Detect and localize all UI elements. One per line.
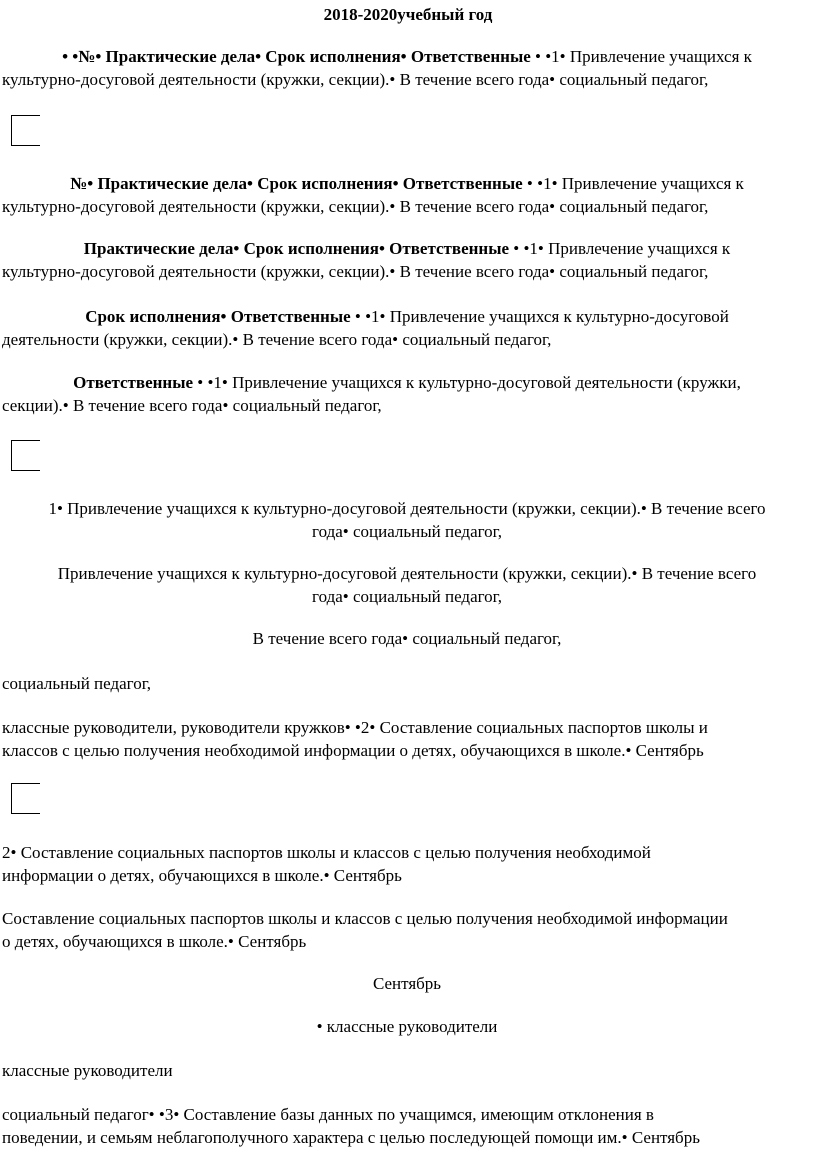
paragraph-1 bbox=[2, 45, 812, 91]
text-line: года• социальный педагог, bbox=[312, 587, 502, 606]
text-line: В течение всего года• социальный педагог, bbox=[252, 629, 562, 648]
text-line: культурно-досуговой деятельности (кружки, секции).• В течение всего года• социальный педагог, bbox=[2, 70, 709, 89]
text-run: • •1• Привлечение учащихся к культурно-досуговой деятельности (кружки, bbox=[197, 373, 741, 392]
paragraph-12 bbox=[2, 907, 812, 953]
paragraph-13 bbox=[2, 972, 812, 995]
heading-deadline: • Срок исполнения bbox=[247, 174, 393, 193]
paragraph-15 bbox=[2, 1059, 812, 1082]
heading-responsible: Ответственные bbox=[73, 373, 194, 392]
text-line: 1• Привлечение учащихся к культурно-досуговой деятельности (кружки, секции).• В течение всего bbox=[48, 499, 766, 518]
page-title: 2018-2020учебный год bbox=[323, 5, 493, 24]
checkbox-shape bbox=[11, 440, 40, 471]
text-line: классов с целью получения необходимой информации о детях, обучающихся в школе.• Сентябрь bbox=[2, 741, 704, 760]
checkbox-shape bbox=[11, 783, 40, 814]
text-line: Составление социальных паспортов школы и классов с целью получения необходимой информации bbox=[2, 909, 728, 928]
text-line: Привлечение учащихся к культурно-досуговой деятельности (кружки, секции).• В течение всего bbox=[57, 564, 757, 583]
text-run: • •1• Привлечение учащихся к bbox=[535, 47, 752, 66]
text-line: деятельности (кружки, секции).• В течение всего года• социальный педагог, bbox=[2, 330, 552, 349]
paragraph-4 bbox=[2, 305, 812, 351]
text-line: классные руководители, руководители кружков• •2• Составление социальных паспортов школы и bbox=[2, 718, 708, 737]
text-line: классные руководители bbox=[2, 1061, 173, 1080]
heading-responsible: • Ответственные bbox=[220, 307, 351, 326]
paragraph-9 bbox=[2, 672, 812, 695]
text-line: социальный педагог, bbox=[2, 674, 152, 693]
paragraph-2 bbox=[2, 172, 812, 218]
text-line: • классные руководители bbox=[316, 1017, 498, 1036]
text-line: поведении, и семьям неблагополучного характера с целью последующей помощи им.• Сентябрь bbox=[2, 1128, 700, 1147]
paragraph-7 bbox=[2, 562, 812, 608]
text-run: • •1• Привлечение учащихся к культурно-досуговой bbox=[354, 307, 729, 326]
paragraph-5 bbox=[2, 371, 812, 417]
paragraph-16 bbox=[2, 1103, 812, 1149]
text-line: культурно-досуговой деятельности (кружки, секции).• В течение всего года• социальный педагог, bbox=[2, 262, 709, 281]
heading-practical: №• Практические дела bbox=[70, 174, 248, 193]
text-line: 2• Составление социальных паспортов школы и классов с целью получения необходимой bbox=[2, 843, 651, 862]
text-run: • •1• Привлечение учащихся к bbox=[513, 239, 731, 258]
heading-practical: • Практические дела bbox=[95, 47, 256, 66]
heading-responsible: • Ответственные bbox=[392, 174, 523, 193]
text-line: Сентябрь bbox=[372, 974, 442, 993]
text-line: секции).• В течение всего года• социальный педагог, bbox=[2, 396, 382, 415]
text-line: года• социальный педагог, bbox=[312, 522, 502, 541]
heading-deadline: • Срок исполнения bbox=[233, 239, 379, 258]
heading-practical: Практические дела bbox=[83, 239, 234, 258]
paragraph-3 bbox=[2, 237, 812, 283]
paragraph-8 bbox=[2, 627, 812, 650]
heading-responsible: • Ответственные bbox=[400, 47, 531, 66]
checkbox-shape bbox=[11, 115, 40, 146]
text-line: информации о детях, обучающихся в школе.• Сентябрь bbox=[2, 866, 402, 885]
paragraph-10 bbox=[2, 716, 812, 762]
text-run: • •1• Привлечение учащихся к bbox=[526, 174, 744, 193]
heading-deadline: • Срок исполнения bbox=[255, 47, 401, 66]
paragraph-6 bbox=[2, 497, 812, 543]
text-line: о детях, обучающихся в школе.• Сентябрь bbox=[2, 932, 307, 951]
heading-deadline: Срок исполнения bbox=[85, 307, 221, 326]
bullet-lead: • •№ bbox=[62, 47, 96, 66]
text-line: культурно-досуговой деятельности (кружки, секции).• В течение всего года• социальный педагог, bbox=[2, 197, 709, 216]
paragraph-14 bbox=[2, 1015, 812, 1038]
paragraph-11 bbox=[2, 841, 812, 887]
text-line: социальный педагог• •3• Составление базы данных по учащимся, имеющим отклонения в bbox=[2, 1105, 654, 1124]
heading-responsible: • Ответственные bbox=[378, 239, 510, 258]
